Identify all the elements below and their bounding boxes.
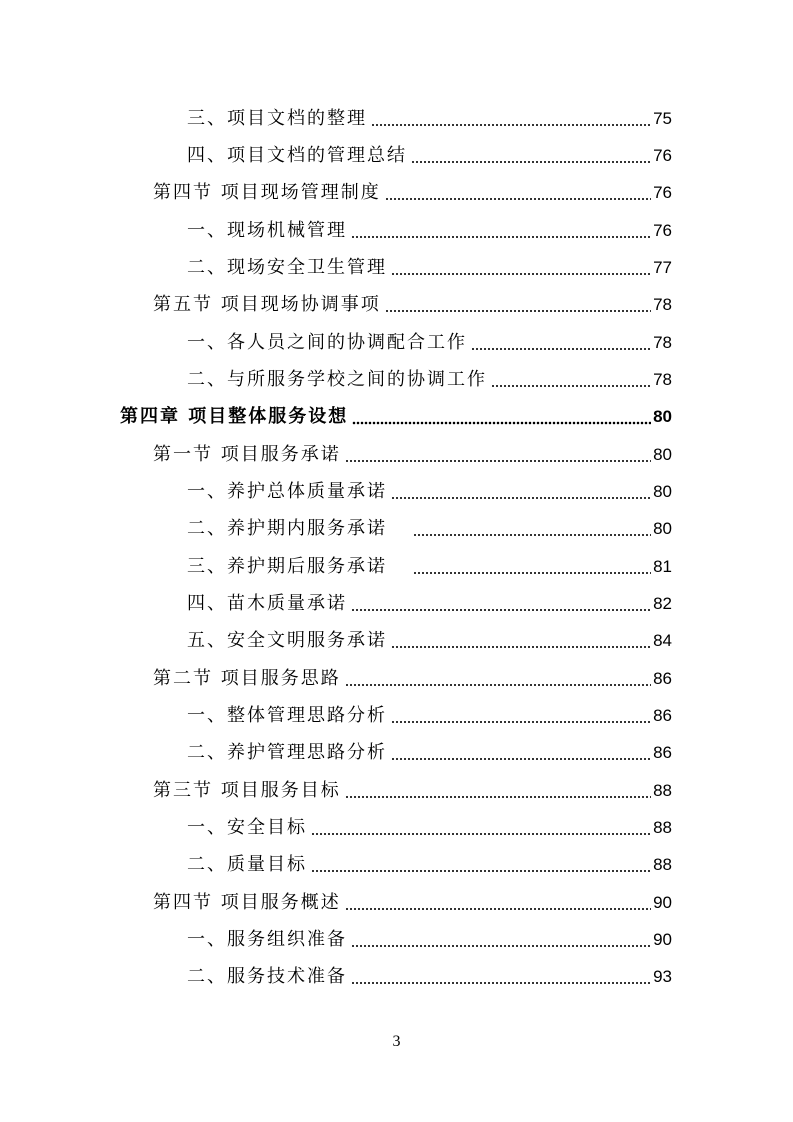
toc-entry[interactable] [187,962,672,992]
toc-entry-page: 88 [653,855,672,874]
toc-entry-title: 二、养护期内服务承诺 [187,518,387,539]
toc-entry[interactable] [153,440,672,470]
dot-leader [391,626,651,656]
toc-entry-page: 88 [653,781,672,800]
dot-leader [391,253,651,283]
toc-entry-page: 76 [653,146,672,165]
toc-entry[interactable] [187,589,672,619]
toc-entry[interactable] [187,701,672,731]
dot-leader [413,514,651,544]
toc-entry[interactable] [187,253,672,283]
toc-entry-page: 77 [653,258,672,277]
toc-entry-page: 75 [653,109,672,128]
toc-entry-title: 二、现场安全卫生管理 [187,257,387,278]
dot-leader [385,178,651,208]
dot-leader [385,290,651,320]
toc-entry-title: 一、现场机械管理 [187,220,347,241]
dot-leader [351,216,651,246]
toc-entry[interactable] [187,850,672,880]
toc-entry[interactable] [153,664,672,694]
toc-entry-title: 一、安全目标 [187,817,307,838]
toc-entry-title: 二、质量目标 [187,854,307,875]
toc-entry-title: 第四节 项目服务概述 [153,892,341,913]
toc-entry-title: 二、与所服务学校之间的协调工作 [187,369,487,390]
toc-entry-title: 第五节 项目现场协调事项 [153,294,381,315]
toc-entry[interactable] [153,178,672,208]
dot-leader [351,962,651,992]
dot-leader [471,328,651,358]
toc-entry[interactable] [187,813,672,843]
toc-entry-title: 五、安全文明服务承诺 [187,630,387,651]
toc-entry-page: 80 [653,445,672,464]
dot-leader [311,850,651,880]
dot-leader [345,776,651,806]
toc-entry[interactable] [187,552,672,582]
toc-entry-page: 76 [653,183,672,202]
dot-leader [391,701,651,731]
toc-entry-title: 第四节 项目现场管理制度 [153,182,381,203]
toc-entry[interactable] [187,141,672,171]
toc-entry-title: 四、苗木质量承诺 [187,593,347,614]
toc-entry-title: 一、服务组织准备 [187,929,347,950]
toc-entry[interactable] [187,738,672,768]
toc-entry-page: 80 [653,407,672,426]
toc-entry-page: 90 [653,893,672,912]
toc-entry[interactable] [187,104,672,134]
dot-leader [391,477,651,507]
toc-entry-page: 78 [653,295,672,314]
toc-entry[interactable] [187,328,672,358]
toc-entry-page: 78 [653,370,672,389]
toc-entry-page: 80 [653,519,672,538]
toc-entry[interactable] [187,477,672,507]
dot-leader [352,402,651,432]
toc-entry[interactable] [187,626,672,656]
toc-entry-title: 一、各人员之间的协调配合工作 [187,332,467,353]
toc-entry-page: 82 [653,594,672,613]
dot-leader [351,589,651,619]
toc-entry-page: 93 [653,967,672,986]
dot-leader [391,738,651,768]
toc-chapter-entry[interactable] [120,402,672,432]
dot-leader [351,925,651,955]
toc-entry-page: 81 [653,557,672,576]
toc-entry-page: 86 [653,706,672,725]
toc-entry-page: 84 [653,631,672,650]
toc-entry-page: 80 [653,482,672,501]
toc-entry[interactable] [153,888,672,918]
toc-entry-page: 86 [653,743,672,762]
dot-leader [345,888,651,918]
toc-entry[interactable] [187,216,672,246]
toc-entry-title: 第二节 项目服务思路 [153,668,341,689]
toc-entry[interactable] [153,776,672,806]
toc-entry[interactable] [187,514,672,544]
toc-entry-page: 78 [653,333,672,352]
toc-entry-page: 90 [653,930,672,949]
toc-entry-title: 四、项目文档的管理总结 [187,145,407,166]
toc-entry-page: 76 [653,221,672,240]
dot-leader [345,664,651,694]
toc-entry-title: 三、养护期后服务承诺 [187,556,387,577]
toc-entry-title: 二、服务技术准备 [187,966,347,987]
toc-entry-title: 第一节 项目服务承诺 [153,444,341,465]
dot-leader [413,552,651,582]
dot-leader [371,104,651,134]
toc-entry[interactable] [187,925,672,955]
dot-leader [345,440,651,470]
dot-leader [411,141,651,171]
toc-entry-title: 第三节 项目服务目标 [153,780,341,801]
toc-entry-title: 二、养护管理思路分析 [187,742,387,763]
toc-entry[interactable] [187,365,672,395]
toc-entry-title: 第四章 项目整体服务设想 [120,406,349,427]
toc-entry[interactable] [153,290,672,320]
toc-entry-title: 三、项目文档的整理 [187,108,367,129]
toc-entry-page: 88 [653,818,672,837]
dot-leader [491,365,651,395]
page-number: 3 [392,1033,401,1050]
toc-entry-page: 86 [653,669,672,688]
dot-leader [311,813,651,843]
toc-entry-title: 一、养护总体质量承诺 [187,481,387,502]
toc-entry-title: 一、整体管理思路分析 [187,705,387,726]
